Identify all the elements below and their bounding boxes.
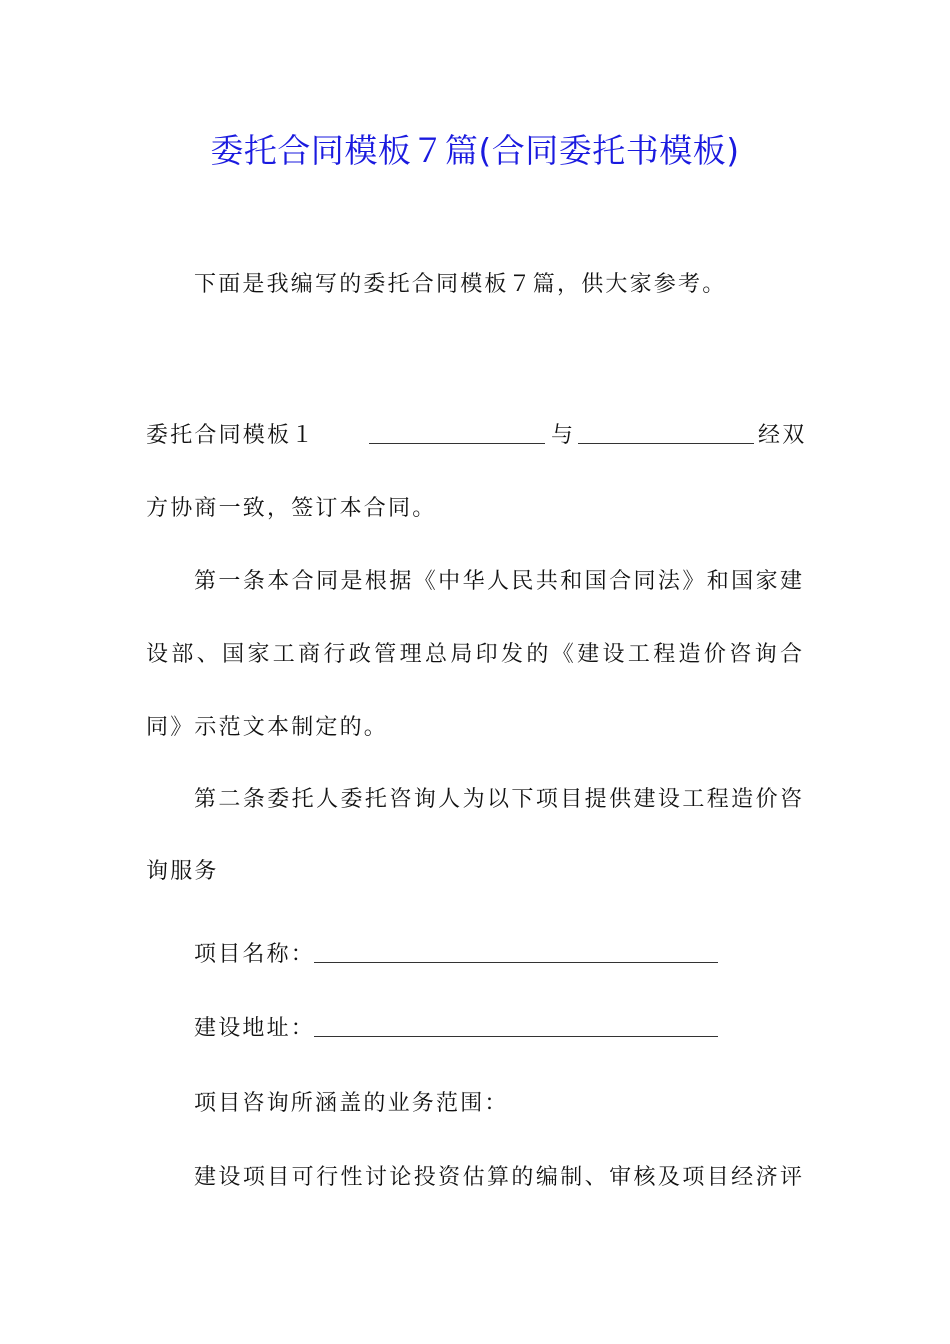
section-1-heading-line xyxy=(146,421,315,451)
section-1-heading: 委托合同模板１ xyxy=(146,423,316,448)
party-a-blank[interactable] xyxy=(369,425,545,444)
article-1-line-3: 同》示范文本制定的。 xyxy=(146,715,389,740)
connector-text: 与 xyxy=(551,423,576,448)
intro-paragraph: 下面是我编写的委托合同模板７篇，供大家参考。 xyxy=(194,272,727,297)
article-2-line-2: 询服务 xyxy=(146,859,219,884)
project-name-label: 项目名称： xyxy=(194,942,316,967)
section-1-tail: 经双 xyxy=(758,423,807,448)
scope-line-1: 建设项目可行性讨论投资估算的编制、审核及项目经济评 xyxy=(194,1165,802,1190)
address-blank[interactable] xyxy=(314,1018,718,1037)
project-name-blank[interactable] xyxy=(314,944,718,963)
party-b-blank[interactable] xyxy=(578,425,754,444)
document-title: 委托合同模板７篇(合同委托书模板) xyxy=(210,131,740,170)
address-label: 建设地址： xyxy=(194,1016,316,1041)
article-2-line-1: 第二条委托人委托咨询人为以下项目提供建设工程造价咨 xyxy=(194,787,802,812)
article-1-line-2: 设部、国家工商行政管理总局印发的《建设工程造价咨询合 xyxy=(146,642,802,667)
section-1-line-2: 方协商一致，签订本合同。 xyxy=(146,496,437,521)
article-1-line-1: 第一条本合同是根据《中华人民共和国合同法》和国家建 xyxy=(194,569,802,594)
scope-label: 项目咨询所涵盖的业务范围： xyxy=(194,1091,509,1116)
